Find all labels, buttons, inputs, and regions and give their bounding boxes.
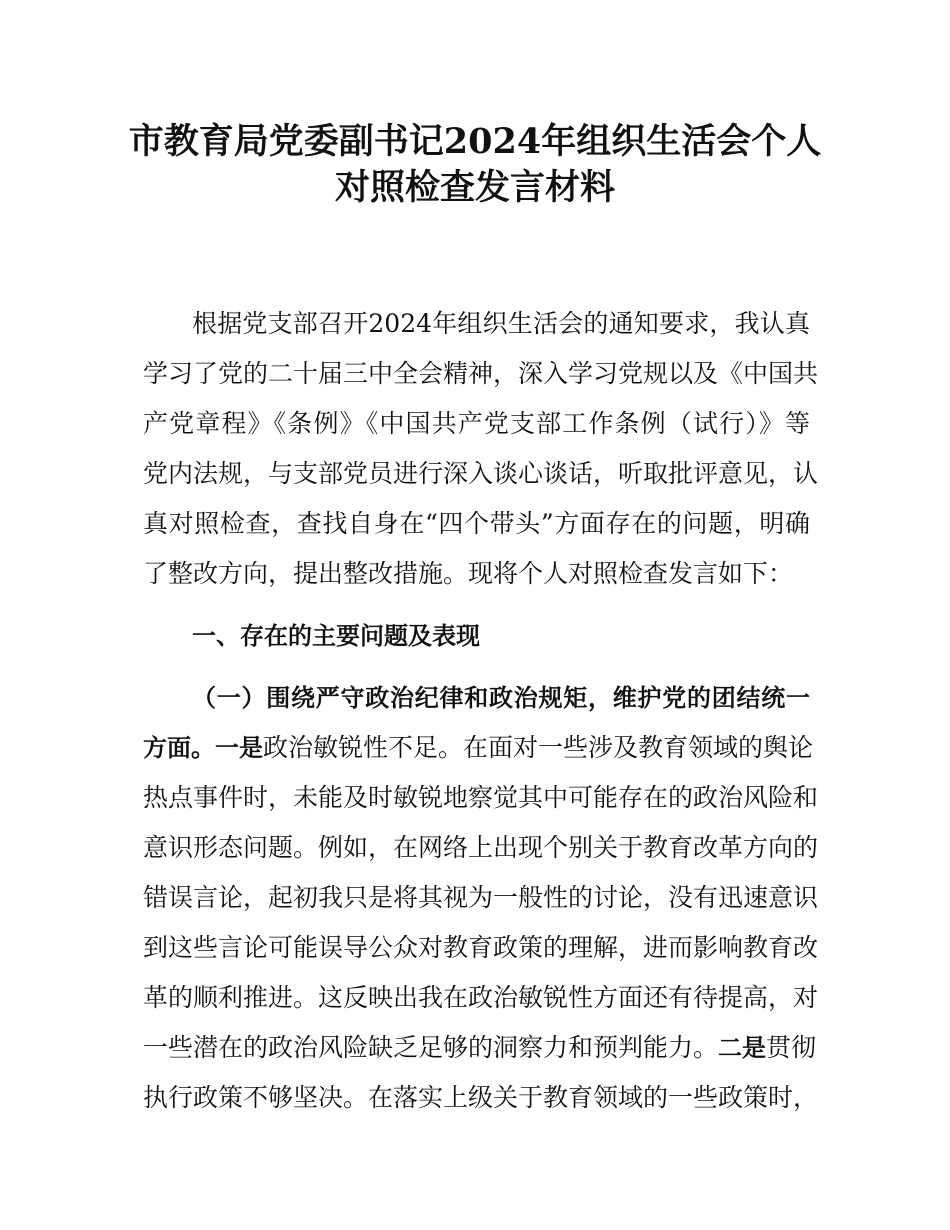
intro-line-1: 根据党支部召开2024年组织生活会的通知要求，我认真: [192, 309, 810, 338]
intro-line-6: 了整改方向，提出整改措施。现将个人对照检查发言如下：: [143, 559, 794, 588]
subsection-1-line-6: 到这些言论可能误导公众对教育政策的理解，进而影响教育改: [143, 933, 819, 962]
subsection-1-line-5: 错误言论，起初我只是将其视为一般性的讨论，没有迅速意识: [143, 883, 819, 912]
subsection-1-line-8: [143, 1030, 817, 1066]
intro-line-4: 党内法规，与支部党员进行深入谈心谈话，听取批评意见，认: [143, 459, 819, 488]
bold-marker-second: 二是: [718, 1034, 767, 1062]
subsection-1-line-3: 热点事件时，未能及时敏锐地察觉其中可能存在的政治风险和: [143, 783, 819, 812]
document-title-line-1: 市教育局党委副书记2024年组织生活会个人: [128, 121, 822, 162]
subsection-1-line-8-text: 一些潜在的政治风险缺乏足够的洞察力和预判能力。: [143, 1033, 719, 1062]
subsection-1-line-7: 革的顺利推进。这反映出我在政治敏锐性方面还有待提高，对: [143, 983, 819, 1012]
section-1-heading: 一、存在的主要问题及表现: [192, 622, 480, 650]
subsection-1-line-2-text: 政治敏锐性不足。在面对一些涉及教育领域的舆论: [263, 733, 814, 762]
bold-marker-first: 方面。一是: [143, 734, 263, 762]
subsection-1-line-9: 执行政策不够坚决。在落实上级关于教育领域的一些政策时，: [143, 1083, 819, 1112]
subsection-1-line-4: 意识形态问题。例如，在网络上出现个别关于教育改革方向的: [143, 833, 819, 862]
subsection-1-heading: （一）围绕严守政治纪律和政治规矩，维护党的团结统一: [192, 684, 810, 712]
intro-line-3: 产党章程》《条例》《中国共产党支部工作条例（试行）》等: [143, 409, 810, 438]
intro-line-2: 学习了党的二十届三中全会精神，深入学习党规以及《中国共: [143, 359, 819, 388]
intro-line-5: 真对照检查，查找自身在“四个带头”方面存在的问题，明确: [143, 509, 810, 538]
document-title-line-2: 对照检查发言材料: [334, 167, 615, 208]
subsection-1-line-2: [143, 730, 814, 766]
subsection-1-line-8-tail: 贯彻: [766, 1033, 817, 1062]
